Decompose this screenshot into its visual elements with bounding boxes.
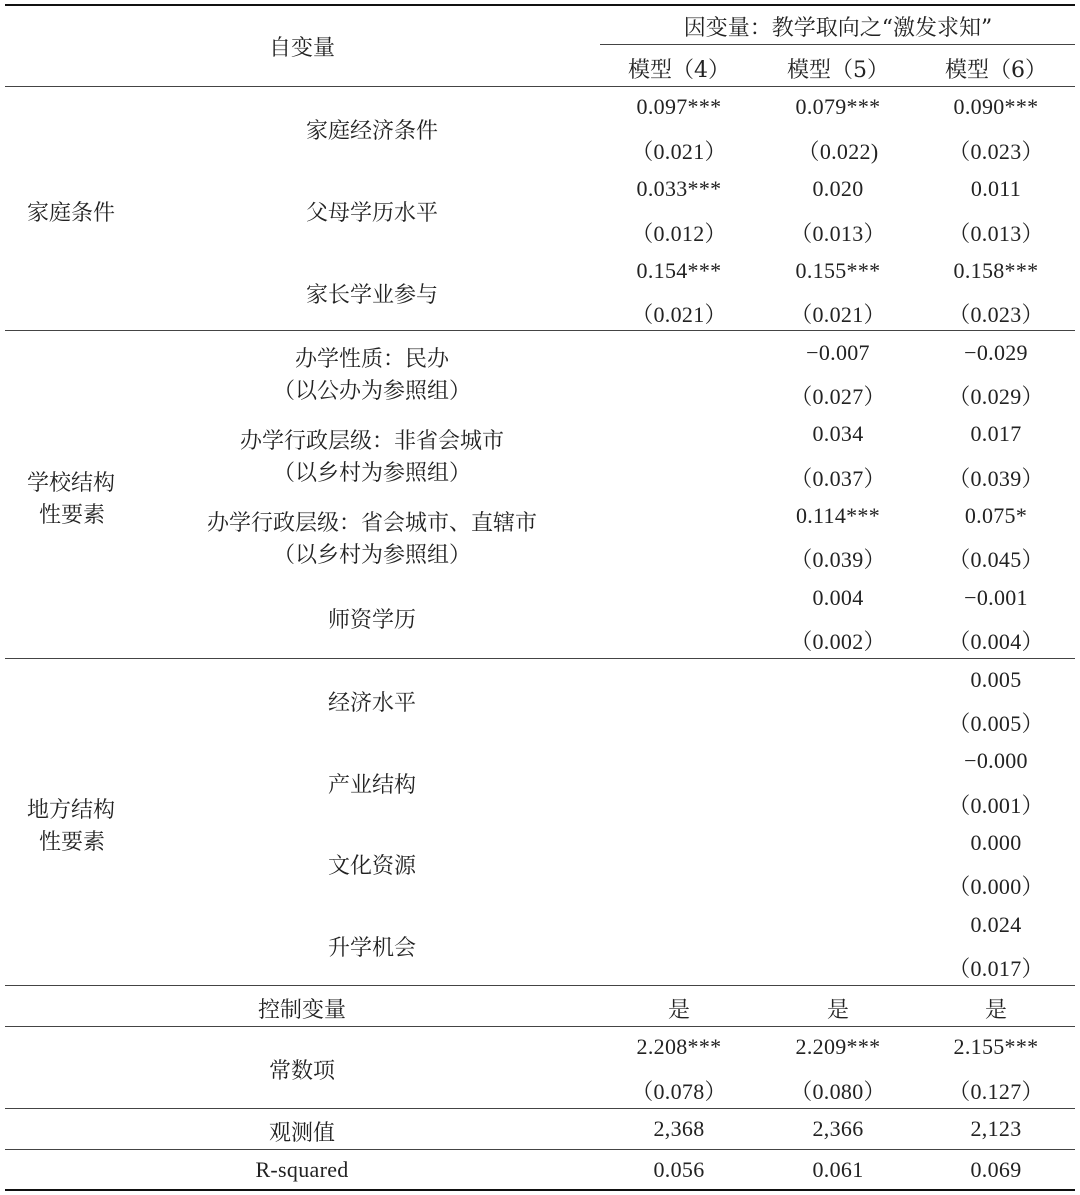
variable-name: 文化资源 <box>327 854 417 879</box>
coef-cell: 0.154*** <box>636 258 722 283</box>
coef-cell: 0.033*** <box>636 176 722 201</box>
controls-value: 是 <box>984 998 1008 1023</box>
r-squared-value: 0.069 <box>970 1157 1022 1182</box>
coef-cell: 0.020 <box>812 176 864 201</box>
variable-name: 办学性质：民办 <box>294 347 450 372</box>
r-squared-value: 0.061 <box>812 1157 864 1182</box>
se-cell: （0.017） <box>948 956 1044 981</box>
coef-cell: 0.034 <box>812 421 864 446</box>
independent-variable-header: 自变量 <box>268 36 336 61</box>
controls-value: 是 <box>826 998 850 1023</box>
coef-cell: −0.001 <box>964 585 1028 610</box>
group-label-local: 地方结构 <box>27 798 116 823</box>
variable-name: 办学行政层级：省会城市、直辖市 <box>206 511 538 536</box>
se-cell: （0.002） <box>790 629 886 654</box>
se-cell: （0.027） <box>790 384 886 409</box>
variable-reference-note: （以公办为参照组） <box>272 379 472 404</box>
controls-label: 控制变量 <box>257 998 347 1023</box>
coef-cell: 0.114*** <box>795 503 881 528</box>
observations-value: 2,368 <box>653 1116 705 1141</box>
se-cell: （0.012） <box>631 221 727 246</box>
variable-name: 办学行政层级：非省会城市 <box>239 429 505 454</box>
constant-label: 常数项 <box>268 1059 336 1084</box>
coef-cell: 2.209*** <box>795 1034 881 1059</box>
se-cell: （0.039） <box>790 547 886 572</box>
se-cell: （0.080） <box>790 1079 886 1104</box>
observations-value: 2,123 <box>970 1116 1022 1141</box>
variable-name: 产业结构 <box>327 773 417 798</box>
se-cell: （0.013） <box>948 221 1044 246</box>
r-squared-value: 0.056 <box>653 1157 705 1182</box>
coef-cell: 0.158*** <box>953 258 1039 283</box>
se-cell: （0.039） <box>948 466 1044 491</box>
se-cell: （0.021） <box>631 139 727 164</box>
se-cell: （0.022) <box>797 139 879 164</box>
se-cell: （0.045） <box>948 547 1044 572</box>
variable-name: 家长学业参与 <box>305 283 439 308</box>
observations-value: 2,366 <box>812 1116 864 1141</box>
group-label-local: 性要素 <box>39 830 106 855</box>
se-cell: （0.013） <box>790 221 886 246</box>
controls-value: 是 <box>667 998 691 1023</box>
coef-cell: 0.075* <box>964 503 1028 528</box>
obs-rule <box>5 1108 1075 1109</box>
dependent-variable-header: 因变量：教学取向之“激发求知” <box>683 16 993 41</box>
coef-cell: 0.000 <box>970 830 1022 855</box>
se-cell: （0.004） <box>948 629 1044 654</box>
se-cell: （0.000） <box>948 874 1044 899</box>
se-cell: （0.021） <box>790 302 886 327</box>
coef-cell: 0.011 <box>970 176 1022 201</box>
model-4-header: 模型（4） <box>628 58 730 83</box>
group-label-school: 学校结构 <box>27 471 116 496</box>
top-rule <box>5 4 1075 6</box>
group-divider-2 <box>5 658 1075 659</box>
r-squared-label: R-squared <box>255 1157 349 1182</box>
coef-cell: −0.007 <box>806 340 870 365</box>
variable-name: 父母学历水平 <box>305 201 439 226</box>
group-label-family: 家庭条件 <box>27 201 116 226</box>
rsq-rule <box>5 1149 1075 1150</box>
coef-cell: 0.017 <box>970 421 1022 446</box>
coef-cell: 0.097*** <box>636 94 722 119</box>
se-cell: （0.021） <box>631 302 727 327</box>
se-cell: （0.037） <box>790 466 886 491</box>
variable-name: 升学机会 <box>327 936 417 961</box>
bottom-rule <box>5 1189 1075 1191</box>
coef-cell: 2.155*** <box>953 1034 1039 1059</box>
coef-cell: 0.005 <box>970 667 1022 692</box>
coef-cell: 0.024 <box>970 912 1022 937</box>
coef-cell: 0.155*** <box>795 258 881 283</box>
se-cell: （0.023） <box>948 302 1044 327</box>
observations-label: 观测值 <box>268 1121 336 1146</box>
variable-name: 师资学历 <box>327 608 417 633</box>
coef-cell: 2.208*** <box>636 1034 722 1059</box>
se-cell: （0.023） <box>948 139 1044 164</box>
variable-name: 家庭经济条件 <box>305 119 439 144</box>
coef-cell: 0.004 <box>812 585 864 610</box>
se-cell: （0.029） <box>948 384 1044 409</box>
model-5-header: 模型（5） <box>787 58 889 83</box>
coef-cell: −0.000 <box>964 748 1028 773</box>
se-cell: （0.001） <box>948 793 1044 818</box>
model-6-header: 模型（6） <box>945 58 1047 83</box>
variable-name: 经济水平 <box>327 691 417 716</box>
group-divider-1 <box>5 330 1075 331</box>
se-cell: （0.127） <box>948 1079 1044 1104</box>
constant-rule <box>5 1026 1075 1027</box>
variable-reference-note: （以乡村为参照组） <box>272 461 472 486</box>
dep-var-underline <box>600 44 1075 45</box>
coef-cell: 0.090*** <box>953 94 1039 119</box>
se-cell: （0.078） <box>631 1079 727 1104</box>
coef-cell: 0.079*** <box>795 94 881 119</box>
coef-cell: −0.029 <box>964 340 1028 365</box>
group-label-school: 性要素 <box>39 503 106 528</box>
se-cell: （0.005） <box>948 711 1044 736</box>
variable-reference-note: （以乡村为参照组） <box>272 543 472 568</box>
header-rule <box>5 86 1075 87</box>
controls-rule <box>5 985 1075 986</box>
